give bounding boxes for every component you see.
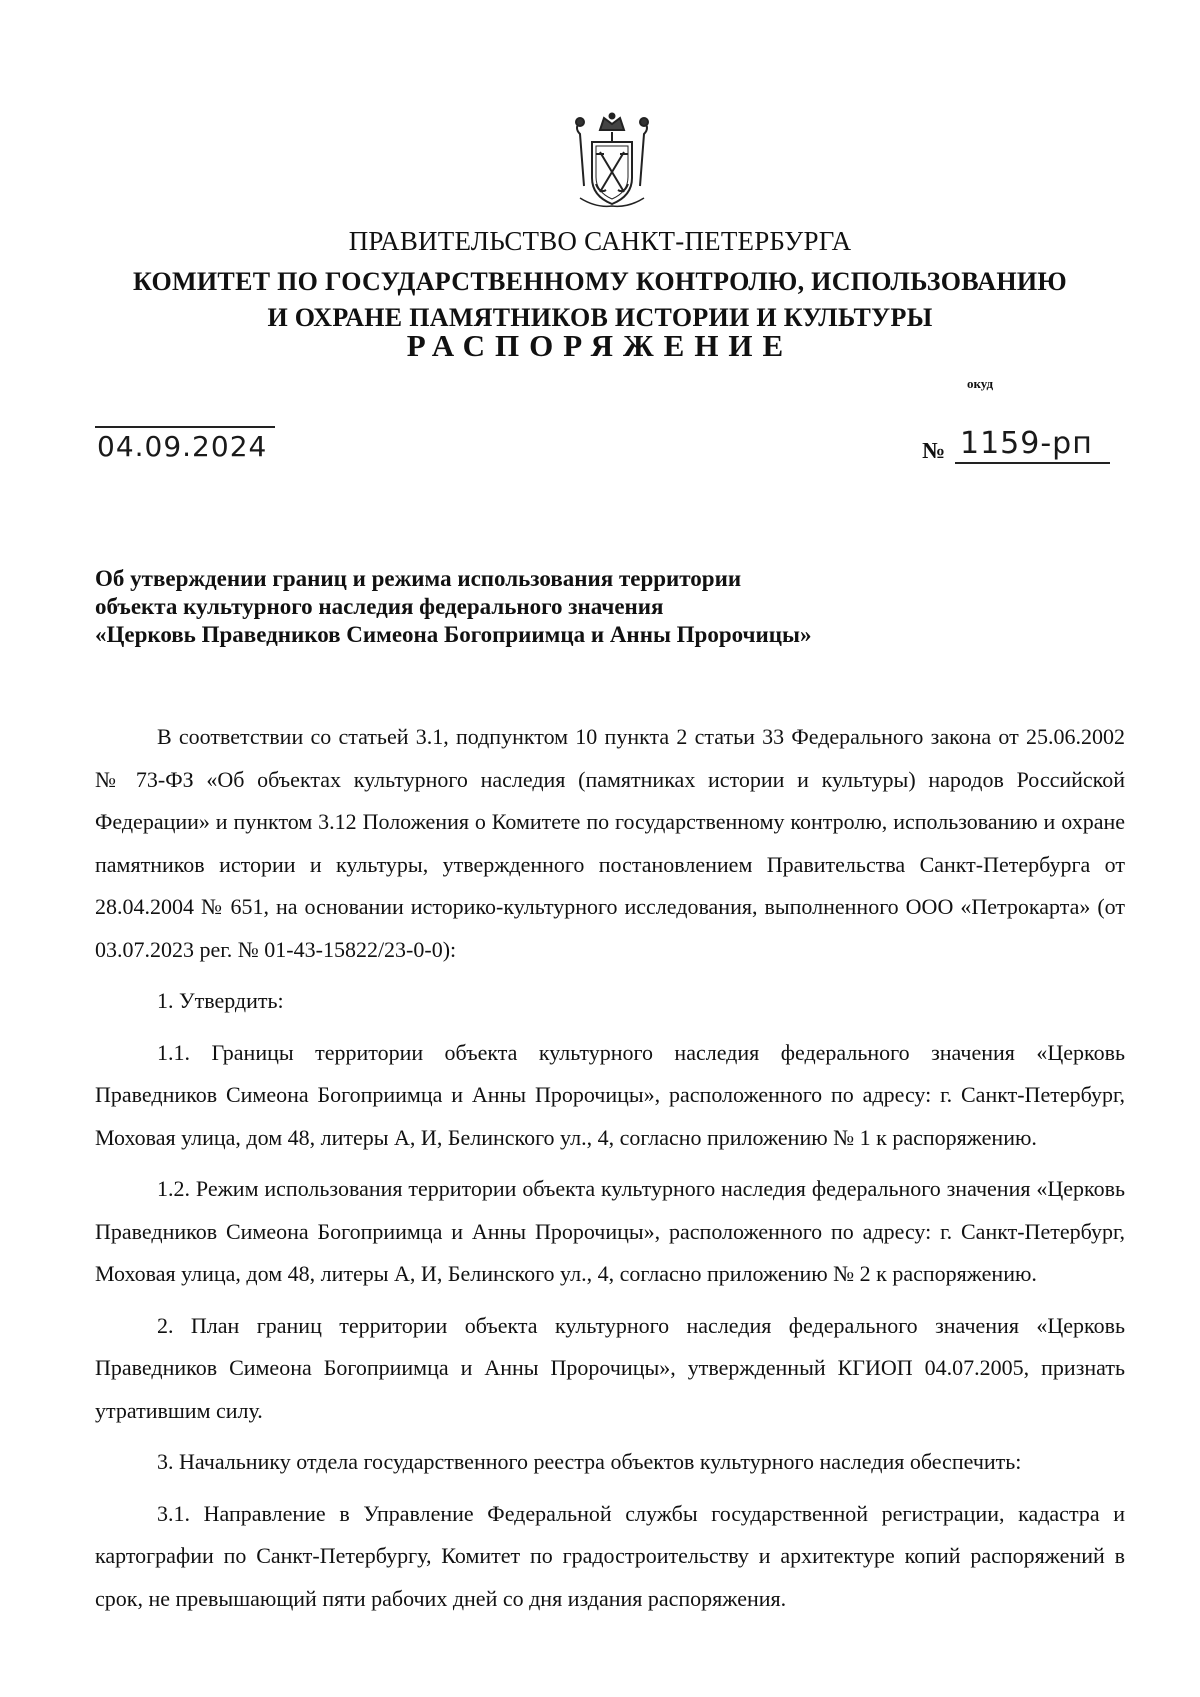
subject-line-3: «Церковь Праведников Симеона Богоприимца и Анны Пророчицы»: [95, 622, 812, 647]
date-underline: [95, 426, 275, 428]
item-1-1: 1.1. Границы территории объекта культурного наследия федерального значения «Церковь Праведников Симеона Богоприимца и Анны Пророчицы», расположенного по адресу: г. Санкт-Петербург, Моховая улица, дом 48, литеры А, И, Белинского ул., 4, согласно приложению № 1 к распоряжению.: [95, 1039, 1125, 1150]
subject-line-2: объекта культурного наследия федерального значения: [95, 594, 664, 619]
government-name: ПРАВИТЕЛЬСТВО САНКТ-ПЕТЕРБУРГА: [348, 226, 852, 256]
document-body: [95, 716, 1125, 1620]
committee-line-2: И ОХРАНЕ ПАМЯТНИКОВ ИСТОРИИ И КУЛЬТУРЫ: [267, 303, 933, 332]
number-underline: [955, 462, 1110, 464]
item-1-2: 1.2. Режим использования территории объекта культурного наследия федерального значения «Церковь Праведников Симеона Богоприимца и Анны Пророчицы», расположенного по адресу: г. Санкт-Петербург, Моховая улица, дом 48, литеры А, И, Белинского ул., 4, согласно приложению № 2 к распоряжению.: [95, 1176, 1125, 1286]
saint-petersburg-coat-of-arms-icon: [566, 112, 658, 212]
item-3-1: 3.1. Направление в Управление Федеральной службы государственной регистрации, кадастра и картографии по Санкт-Петербургу, Комитет по градостроительству и архитектуре копий распоряжений в срок, не превышающий пяти рабочих дней со дня издания распоряжения.: [95, 1500, 1125, 1611]
document-subject: [95, 565, 995, 649]
preamble-paragraph: В соответствии со статьей 3.1, подпунктом 10 пункта 2 статьи 33 Федерального закона от 25.06.2002 № 73-ФЗ «Об объектах культурного наследия (памятниках истории и культуры) народов Российской Федерации» и пунктом 3.12 Положения о Комитете по государственному контролю, использованию и охране памятников истории и культуры, утвержденного постановлением Правительства Санкт-Петербурга от 28.04.2004 № 651, на основании историко-культурного исследования, выполненного ООО «Петрокарта» (от 03.07.2023 рег. № 01-43-15822/23-0-0):: [95, 724, 1125, 962]
item-3: 3. Начальнику отдела государственного реестра объектов культурного наследия обеспечить:: [157, 1449, 1022, 1474]
item-2: 2. План границ территории объекта культурного наследия федерального значения «Церковь Праведников Симеона Богоприимца и Анны Пророчицы», утвержденный КГИОП 04.07.2005, признать утратившим силу.: [95, 1312, 1125, 1423]
subject-line-1: Об утверждении границ и режима использования территории: [95, 566, 742, 591]
committee-name: [0, 264, 1200, 336]
document-type-title: РАСПОРЯЖЕНИЕ: [406, 328, 794, 363]
okud-label: окуд: [967, 376, 994, 391]
document-number: 1159-рп: [960, 426, 1093, 461]
item-1: 1. Утвердить:: [157, 988, 284, 1013]
number-sign: №: [922, 438, 946, 463]
document-date: 04.09.2024: [97, 430, 268, 463]
committee-line-1: КОМИТЕТ ПО ГОСУДАРСТВЕННОМУ КОНТРОЛЮ, ИСПОЛЬЗОВАНИЮ: [133, 267, 1067, 296]
